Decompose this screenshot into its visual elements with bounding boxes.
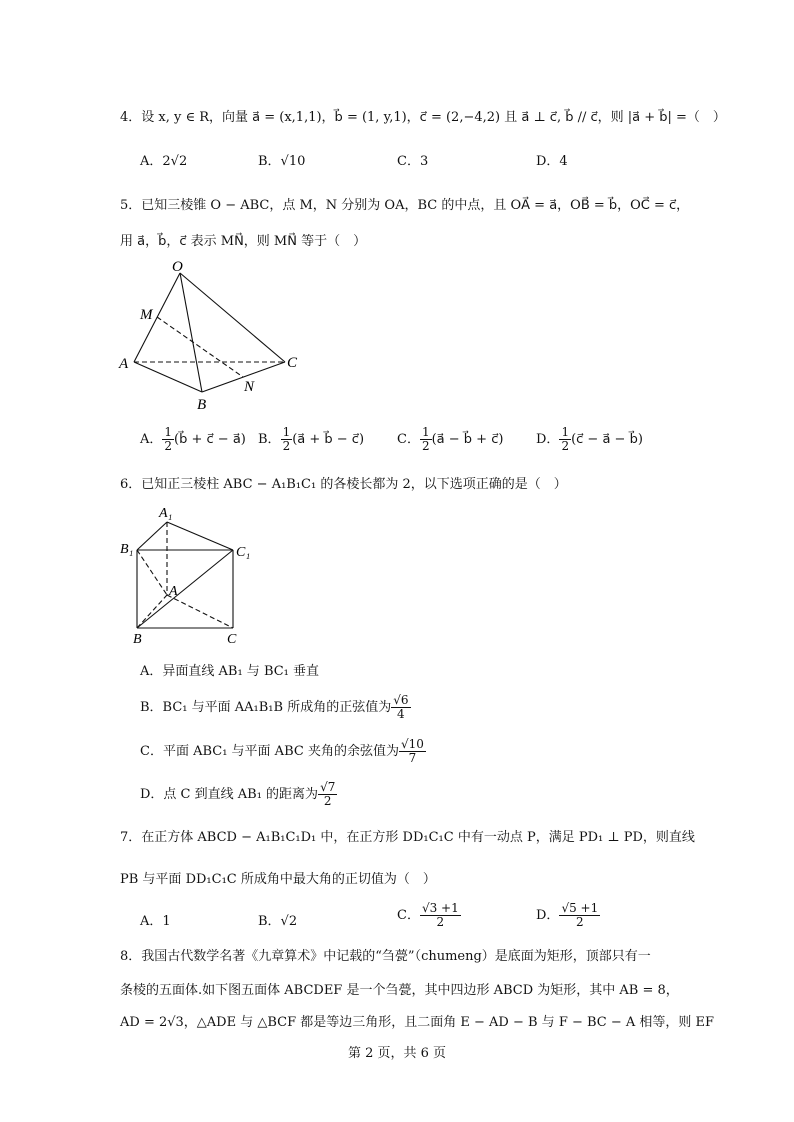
q7-option-a: A．1: [140, 914, 171, 929]
q6-option-d-text: D．点 C 到直线 AB₁ 的距离为: [140, 787, 319, 802]
q5-option-b-frac: $\frac{1}{2}$: [282, 425, 291, 453]
q6-option-c: [140, 738, 426, 765]
label-A1: A₁: [159, 506, 173, 521]
q5-option-c-letter: C．: [397, 432, 420, 447]
segment-MN-hidden: [157, 317, 243, 377]
q6-prism-figure: [115, 500, 265, 648]
edge-BA-hidden: [137, 595, 167, 628]
q4-option-d: D．4: [536, 154, 568, 169]
q8-line2: 条棱的五面体.如下图五面体 ABCDEF 是一个刍甍，其中四边形 ABCD 为矩形，其中 AB = 8，: [120, 983, 679, 998]
q5-option-a-frac: $\frac{1}{2}$: [164, 425, 173, 453]
edge-B1A1: [137, 522, 167, 550]
q4-stem: 4．设 x, y ∈ R，向量 a⃗ = (x,1,1)，b⃗ = (1, y,1)，c⃗ = (2,−4,2) 且 a⃗ ⊥ c⃗, b⃗ // c⃗，则 |a⃗ + b⃗| =（ ）: [120, 110, 726, 125]
q5-option-a-expr: (b⃗ + c⃗ − a⃗): [174, 432, 246, 447]
page-footer: 第 2 页，共 6 页: [347, 1046, 447, 1061]
q5-option-d-frac: $\frac{1}{2}$: [561, 425, 570, 453]
q5-option-a-letter: A．: [140, 432, 163, 447]
q5-option-d-letter: D．: [536, 432, 560, 447]
label-B1: B₁: [120, 542, 134, 557]
q6-option-a: A．异面直线 AB₁ 与 BC₁ 垂直: [140, 664, 320, 679]
label-C: C: [227, 632, 237, 647]
q4-option-b: B．√10: [258, 154, 306, 169]
edge-AC-hidden: [167, 595, 233, 628]
q5-option-d-expr: (c⃗ − a⃗ − b⃗): [571, 432, 643, 447]
edge-AB: [134, 362, 202, 392]
label-A: A: [169, 584, 178, 599]
q5-option-d: [536, 426, 643, 453]
q6-stem: 6．已知正三棱柱 ABC − A₁B₁C₁ 的各棱长都为 2，以下选项正确的是（ ）: [120, 477, 567, 492]
label-C: C: [287, 355, 298, 371]
q4-option-c: C．3: [397, 154, 429, 169]
q5-stem-line2: 用 a⃗，b⃗，c⃗ 表示 MN⃗，则 MN⃗ 等于（ ）: [120, 234, 367, 249]
q5-option-c-frac: $\frac{1}{2}$: [421, 425, 430, 453]
q7-option-b: B．√2: [258, 914, 298, 929]
q7-option-c: [397, 902, 461, 929]
label-B: B: [197, 397, 207, 413]
edge-OC: [180, 273, 285, 362]
q7-option-c-frac: $\frac{√3 +1}{2}$: [421, 901, 459, 929]
q6-option-c-frac: $\frac{√10}{7}$: [400, 737, 424, 765]
edge-OB: [180, 273, 202, 392]
diag-B1A-hidden: [137, 550, 167, 595]
q7-option-d: [536, 902, 600, 929]
q5-option-c-expr: (a⃗ − b⃗ + c⃗): [431, 432, 504, 447]
q8-line3: AD = 2√3，△ADE 与 △BCF 都是等边三角形，且二面角 E − AD − B 与 F − BC − A 相等，则 EF: [120, 1015, 715, 1030]
q5-tetrahedron-figure: [110, 255, 310, 415]
q8-line1: 8．我国古代数学名著《九章算术》中记载的“刍甍”（chumeng）是底面为矩形，顶部只有一: [120, 949, 651, 964]
q6-option-b-frac: $\frac{√6}{4}$: [393, 693, 409, 721]
q7-stem-line2: PB 与平面 DD₁C₁C 所成角中最大角的正切值为（ ）: [120, 872, 436, 887]
q6-option-b-text: B．BC₁ 与平面 AA₁B₁B 所成角的正弦值为: [140, 700, 392, 715]
edge-A1C1: [167, 522, 233, 550]
q5-option-a: [140, 426, 246, 453]
q4-option-a: A．2√2: [140, 154, 188, 169]
label-B: B: [133, 632, 142, 647]
q7-option-d-letter: D．: [536, 908, 560, 923]
q6-option-c-text: C．平面 ABC₁ 与平面 ABC 夹角的余弦值为: [140, 744, 399, 759]
q5-stem-line1: 5．已知三棱锥 O − ABC，点 M，N 分别为 OA，BC 的中点，且 OA⃗ = a⃗，OB⃗ = b⃗，OC⃗ = c⃗，: [120, 198, 690, 213]
q6-option-b: [140, 694, 411, 721]
q5-option-c: [397, 426, 503, 453]
q7-stem-line1: 7．在正方体 ABCD − A₁B₁C₁D₁ 中，在正方形 DD₁C₁C 中有一动点 P，满足 PD₁ ⊥ PD，则直线: [120, 830, 695, 845]
label-O: O: [172, 259, 183, 275]
q6-option-d: [140, 781, 337, 808]
label-M: M: [140, 307, 153, 323]
q5-option-b-letter: B．: [258, 432, 281, 447]
diag-BC1: [137, 550, 233, 628]
q7-option-c-letter: C．: [397, 908, 420, 923]
q6-option-d-frac: $\frac{√7}{2}$: [320, 780, 336, 808]
label-C1: C₁: [236, 545, 251, 560]
q5-option-b: [258, 426, 364, 453]
q5-option-b-expr: (a⃗ + b⃗ − c⃗): [292, 432, 365, 447]
label-A: A: [119, 356, 129, 372]
label-N: N: [244, 379, 255, 395]
q7-option-d-frac: $\frac{√5 +1}{2}$: [561, 901, 599, 929]
